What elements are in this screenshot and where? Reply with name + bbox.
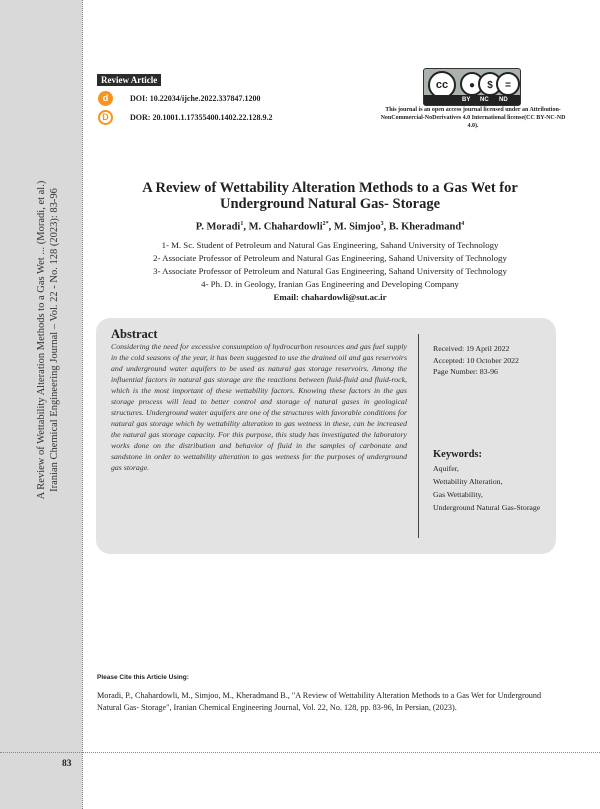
- title-line-1: A Review of Wettability Alteration Methods to a Gas Wet for: [142, 180, 518, 196]
- abstract-divider: [418, 334, 419, 538]
- running-head-journal: Iranian Chemical Engineering Journal – Vol. 22 - No. 128 (2023): 83-96: [49, 188, 60, 492]
- nd-label: ND: [499, 97, 508, 103]
- affiliation: 4- Ph. D. in Geology, Iranian Gas Engineering and Developing Company: [201, 279, 459, 289]
- corresponding-email[interactable]: Email: chahardowli@sut.ac.ir: [273, 292, 387, 302]
- article-type-badge: Review Article: [97, 74, 161, 86]
- citation-text: Moradi, P., Chahardowli, M., Simjoo, M., Kheradmand B., "A Review of Wettability Alteration Methods to a Gas Wet for Underground Natural Gas- Storage", Iranian Chemical Engineering Journal, Vol. 22, No. 128, pp. 83-96, In Persian, (2023).: [97, 691, 542, 712]
- author-3-sup: 3: [380, 221, 384, 227]
- article-title: [96, 180, 564, 212]
- affiliation-list: [96, 239, 564, 304]
- received-date: Received: 19 April 2022: [433, 344, 510, 353]
- keyword: Gas Wettability,: [433, 490, 483, 499]
- author-3: M. Simjoo: [333, 221, 381, 233]
- author-4-sup: 4: [461, 221, 465, 227]
- by-label: BY: [462, 97, 471, 103]
- author-2-sup: 2*: [322, 221, 329, 227]
- page-range: Page Number: 83-96: [433, 367, 498, 376]
- author-list: P. Moradi$^1$, M. Chahardowli$^{2*}$, M. Simjoo$^3$, B. Kheradmand$^4$: [195, 221, 465, 233]
- doi-link[interactable]: DOI: 10.22034/ijche.2022.337847.1200: [130, 94, 261, 103]
- affiliation: 2- Associate Professor of Petroleum and Natural Gas Engineering, Sahand University of Technology: [153, 253, 507, 263]
- dor-link[interactable]: DOR: 20.1001.1.17355400.1402.22.128.9.2: [130, 113, 273, 122]
- running-head-title: A Review of Wettability Alteration Methods to a Gas Wet ... (Moradi, et al.): [36, 180, 47, 500]
- doi-icon: d: [98, 91, 113, 106]
- keywords-heading: Keywords:: [433, 449, 482, 460]
- keyword: Wettability Alteration,: [433, 477, 503, 486]
- author-1: P. Moradi: [195, 221, 241, 233]
- article-dates: [433, 343, 519, 378]
- cc-icon: cc: [428, 71, 456, 99]
- keyword: Aquifer,: [433, 464, 459, 473]
- author-4: B. Kheradmand: [388, 221, 462, 233]
- abstract-heading: Abstract: [111, 327, 158, 341]
- keyword: Underground Natural Gas-Storage: [433, 503, 541, 512]
- nd-icon: =: [496, 72, 520, 96]
- keyword-list: [433, 462, 551, 514]
- sidebar-divider: [82, 0, 83, 809]
- nc-label: NC: [480, 97, 489, 103]
- footer-divider: [0, 752, 600, 753]
- nc-icon: $: [478, 72, 502, 96]
- author-1-sup: 1: [240, 221, 244, 227]
- license-text: This journal is an open access journal licensed under an Attribution-NonCommercial-NoDerivatives 4.0 International license(CC BY-NC-ND 4.0).: [380, 107, 566, 129]
- page-number: 83: [62, 759, 72, 769]
- title-line-2: Underground Natural Gas- Storage: [219, 196, 441, 212]
- accepted-date: Accepted: 10 October 2022: [433, 355, 519, 365]
- dor-icon: D: [98, 110, 113, 125]
- affiliation: 1- M. Sc. Student of Petroleum and Natural Gas Engineering, Sahand University of Technology: [161, 240, 499, 250]
- cc-label-strip: [424, 95, 520, 105]
- citation-heading: Please Cite this Article Using:: [97, 674, 189, 681]
- author-2: M. Chahardowli: [248, 221, 323, 233]
- by-icon: ●: [460, 72, 484, 96]
- abstract-text: Considering the need for excessive consumption of hydrocarbon resources and gas fuel supply in the cold seasons of the year, it has been suggested to use the drained oil and gas reservoirs and underground water aquifers to be used as natural gas storage reservoirs. Among the influential factors in natural gas storage are the reactions between fluid-fluid and fluid-rock, which is the most important of these wettability factors. Knowing these factors in the gas storage process will lead to better control and storage of natural gases in geological structures. Underground water aquifers are one of the structures with favorable conditions for natural gas storage which by wettability alteration to gas wetness in these, can be increased the natural gas storage capacity. For this purpose, this study has investigated the laboratory works done on the distribution and behavior of fluid in the samples of carbonate and sandstone in order to wettability alteration to gas wetness for the purposes of underground gas storage.: [111, 342, 407, 472]
- affiliation: 3- Associate Professor of Petroleum and Natural Gas Engineering, Sahand University of Technology: [153, 266, 507, 276]
- cc-license-logo[interactable]: [423, 68, 521, 106]
